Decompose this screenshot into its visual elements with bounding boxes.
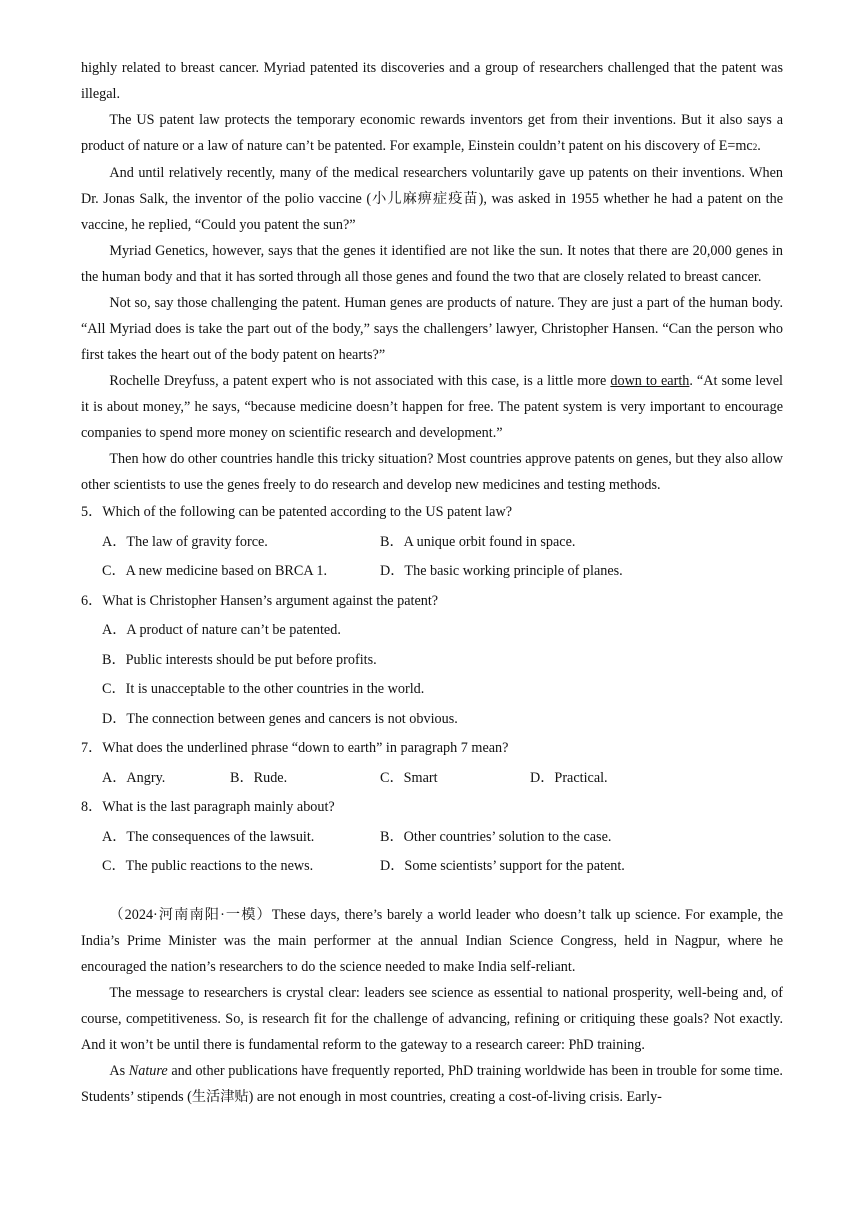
passage1-paragraph-2: And until relatively recently, many of the medical researchers voluntarily gave up patents on their inventions. When Dr. Jonas Salk, the inventor of the polio vaccine (小儿麻痹症疫苗), was asked in 1955 whether he had a patent on the vaccine, he replied, “Could you patent the sun?” — [81, 165, 783, 233]
option-b: B．A unique orbit found in space. — [380, 533, 576, 550]
italic-title: Nature — [128, 1062, 168, 1079]
option-d: D．The basic working principle of planes. — [380, 563, 623, 579]
paragraph-text: and other publications have frequently reported, PhD training worldwide has been in trouble for some time. Students’ stipends (生活津贴) are not enough in most countries, creating a cost-of-living crisis. Early- — [81, 1062, 783, 1105]
superscript: 2 — [752, 142, 758, 152]
document-page — [81, 55, 783, 1110]
paragraph-text: The US patent law protects the temporary economic rewards inventors get from their inventions. But it also says a product of nature or a law of nature can’t be patented. For example, Einstein couldn’t patent on his discovery of E=mc — [81, 112, 783, 154]
paragraph-text: . “At some level it is about money,” he says, “because medicine doesn’t happen for free. The patent system is very important to encourage companies to spend more money on scientific research and development.” — [81, 373, 783, 441]
question-8 — [81, 793, 783, 882]
option-d: D．Some scientists’ support for the patent. — [380, 858, 625, 874]
options — [81, 616, 783, 734]
question-stem: 8．What is the last paragraph mainly about? — [81, 799, 335, 815]
question-stem: 7．What does the underlined phrase “down to earth” in paragraph 7 mean? — [81, 740, 509, 756]
question-7 — [81, 734, 783, 793]
question-stem: 5．Which of the following can be patented according to the US patent law? — [81, 504, 513, 520]
passage2-paragraph-1: The message to researchers is crystal clear: leaders see science as essential to national prosperity, well-being and, of course, competitiveness. So, is research fit for the challenge of advancing, refining or critiquing these goals? Not exactly. And it won’t be until there is fundamental reform to the gateway to a research career: PhD training. — [81, 984, 783, 1053]
option-c: C．The public reactions to the news. — [102, 858, 314, 874]
passage1-paragraph-5 — [81, 368, 783, 446]
option-b: B．Rude. — [230, 769, 288, 786]
question-6 — [81, 587, 783, 735]
option-b: B．Public interests should be put before profits. — [102, 651, 377, 668]
option-a: A．A product of nature can’t be patented. — [102, 622, 341, 638]
question-5 — [81, 498, 783, 587]
option-a: A．The consequences of the lawsuit. — [102, 828, 315, 845]
passage2-paragraph-0: （2024·河南南阳·一模）These days, there’s barely a world leader who doesn’t talk up science. For example, the India’s Prime Minister was the main performer at the annual Indian Science Congress, held in Nagpur, where he encouraged the nation’s researchers to do the science needed to make India self-reliant. — [81, 906, 783, 975]
option-c: C．A new medicine based on BRCA 1. — [102, 563, 328, 579]
options — [81, 823, 783, 882]
option-b: B．Other countries’ solution to the case. — [380, 828, 612, 845]
passage1-paragraph-3: Myriad Genetics, however, says that the genes it identified are not like the sun. It notes that there are 20,000 genes in the human body and that it has sorted through all those genes and found the two that are closely related to breast cancer. — [81, 243, 783, 285]
option-d: D．The connection between genes and cancers is not obvious. — [102, 710, 458, 727]
paragraph-text: . — [757, 138, 761, 154]
options — [81, 764, 783, 794]
option-d: D．Practical. — [530, 769, 608, 786]
passage2-paragraph-2 — [81, 1058, 783, 1110]
paragraph-text: Rochelle Dreyfuss, a patent expert who is not associated with this case, is a little more — [109, 373, 611, 389]
question-stem: 6．What is Christopher Hansen’s argument against the patent? — [81, 592, 439, 609]
passage1-paragraph-0: highly related to breast cancer. Myriad patented its discoveries and a group of researchers challenged that the patent was illegal. — [81, 60, 783, 102]
option-c: C．It is unacceptable to the other countries in the world. — [102, 681, 425, 697]
option-c: C．Smart — [380, 769, 438, 786]
underlined-phrase: down to earth — [610, 373, 690, 389]
paragraph-text: As — [109, 1062, 129, 1079]
section-gap — [81, 882, 783, 902]
options — [81, 528, 783, 587]
passage1-paragraph-4: Not so, say those challenging the patent. Human genes are products of nature. They are just a part of the human body. “All Myriad does is take the part out of the body,” says the challengers’ lawyer, Christopher Hansen. “Can the person who first takes the heart out of the body patent on hearts?” — [81, 295, 783, 363]
option-a: A．Angry. — [102, 769, 166, 786]
passage1-paragraph-6: Then how do other countries handle this tricky situation? Most countries approve patents on genes, but they also allow other scientists to use the genes freely to do research and develop new medicines and testing methods. — [81, 451, 783, 493]
passage1-paragraph-1 — [81, 107, 783, 160]
option-a: A．The law of gravity force. — [102, 533, 268, 550]
